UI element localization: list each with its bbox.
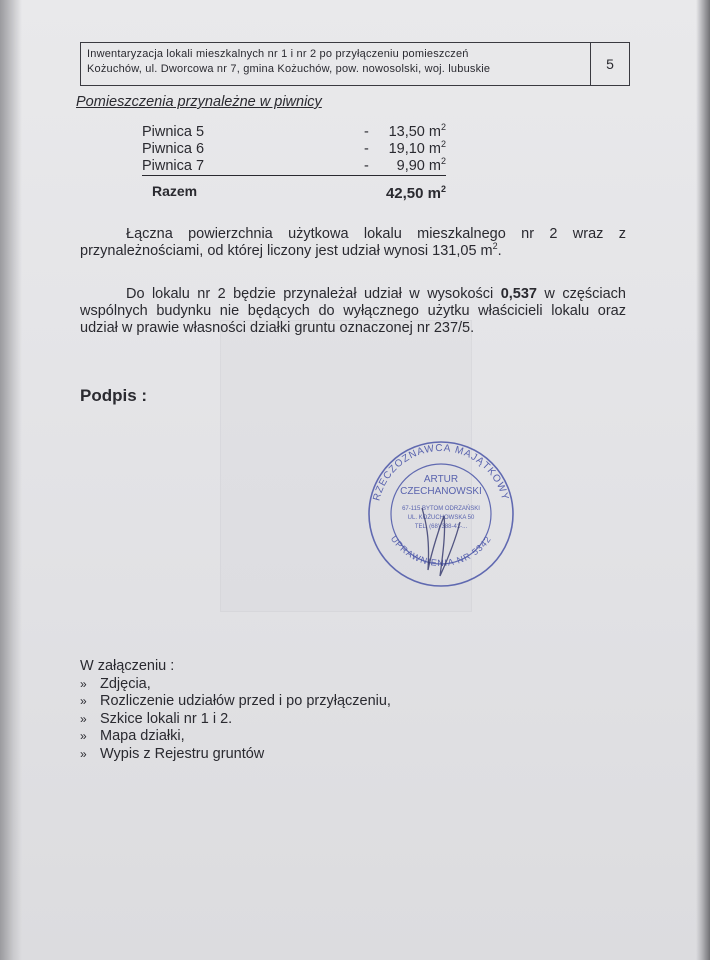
room-name: Piwnica 7	[142, 158, 205, 174]
appraiser-stamp	[360, 430, 522, 592]
attachments-title: W załączeniu :	[80, 658, 175, 674]
stamp-name-2: CZECHANOWSKI	[400, 486, 482, 497]
page-edge-shadow	[696, 0, 710, 960]
header-description	[81, 43, 591, 85]
total-area: 42,50 $m^2$	[385, 184, 446, 202]
page-number: 5	[606, 56, 614, 72]
room-dash: -	[364, 124, 369, 140]
share-paragraph: Do lokalu nr 2 będzie przynależał udział w wysokości 0,537 w częściach wspólnych budynku nie będących do wyłącznego użytku właścicieli lokalu oraz udział w prawie własności działki gruntu oznaczonej nr 237/5.	[80, 286, 626, 336]
room-name: Piwnica 5	[142, 124, 205, 140]
section-title: Pomieszczenia przynależne w piwnicy	[76, 94, 322, 110]
share-value: 0,537	[500, 286, 537, 302]
stamp-outer-bottom: UPRAWNIENIA NR 5342	[388, 533, 494, 569]
room-dash: -	[364, 141, 369, 157]
signature-label: Podpis :	[80, 386, 148, 405]
attachments-list	[80, 658, 391, 763]
room-area: 13,50 $m^2$	[388, 122, 446, 140]
list-item: » Szkice lokali nr 1 i 2.	[80, 710, 233, 727]
room-dash: -	[364, 158, 369, 174]
room-row	[142, 124, 446, 141]
page-binding-shadow	[0, 0, 22, 960]
room-area: 19,10 $m^2$	[388, 139, 446, 157]
room-row	[142, 141, 446, 158]
stamp-address-2: UL. KOŻUCHOWSKA 50	[407, 515, 475, 521]
document-header	[80, 42, 630, 86]
list-item: » Wypis z Rejestru gruntów	[80, 745, 265, 762]
usable-area-paragraph: Łączna powierzchnia użytkowa lokalu mieszkalnego nr 2 wraz z przynależnościami, od której liczony jest udział wynosi 131,05 $m^2$.	[80, 226, 626, 259]
list-item: » Zdjęcia,	[80, 675, 151, 692]
header-line-1: Inwentaryzacja lokali mieszkalnych nr 1 i nr 2 po przyłączeniu pomieszczeń	[87, 48, 469, 60]
room-area: 9,90 $m^2$	[396, 156, 446, 174]
room-name: Piwnica 6	[142, 141, 205, 157]
stamp-name-1: ARTUR	[423, 474, 459, 485]
room-list	[142, 124, 446, 203]
header-line-2: Kożuchów, ul. Dworcowa nr 7, gmina Kożuchów, pow. nowosolski, woj. lubuskie	[87, 63, 491, 75]
stamp-phone: TEL. (68) 388-41-...	[414, 524, 468, 530]
list-item: » Rozliczenie udziałów przed i po przyłączeniu,	[80, 693, 391, 709]
svg-text:UPRAWNIENIA NR 5342	[389, 534, 493, 568]
room-row	[142, 158, 446, 175]
total-label: Razem	[152, 183, 198, 199]
stamp-address-1: 67-115 BYTOM ODRZAŃSKI	[402, 506, 480, 512]
total-row	[142, 181, 446, 203]
stamp-outer-top: RZECZOZNAWCA MAJĄTKOWY	[371, 442, 511, 502]
list-item: » Mapa działki,	[80, 728, 185, 744]
